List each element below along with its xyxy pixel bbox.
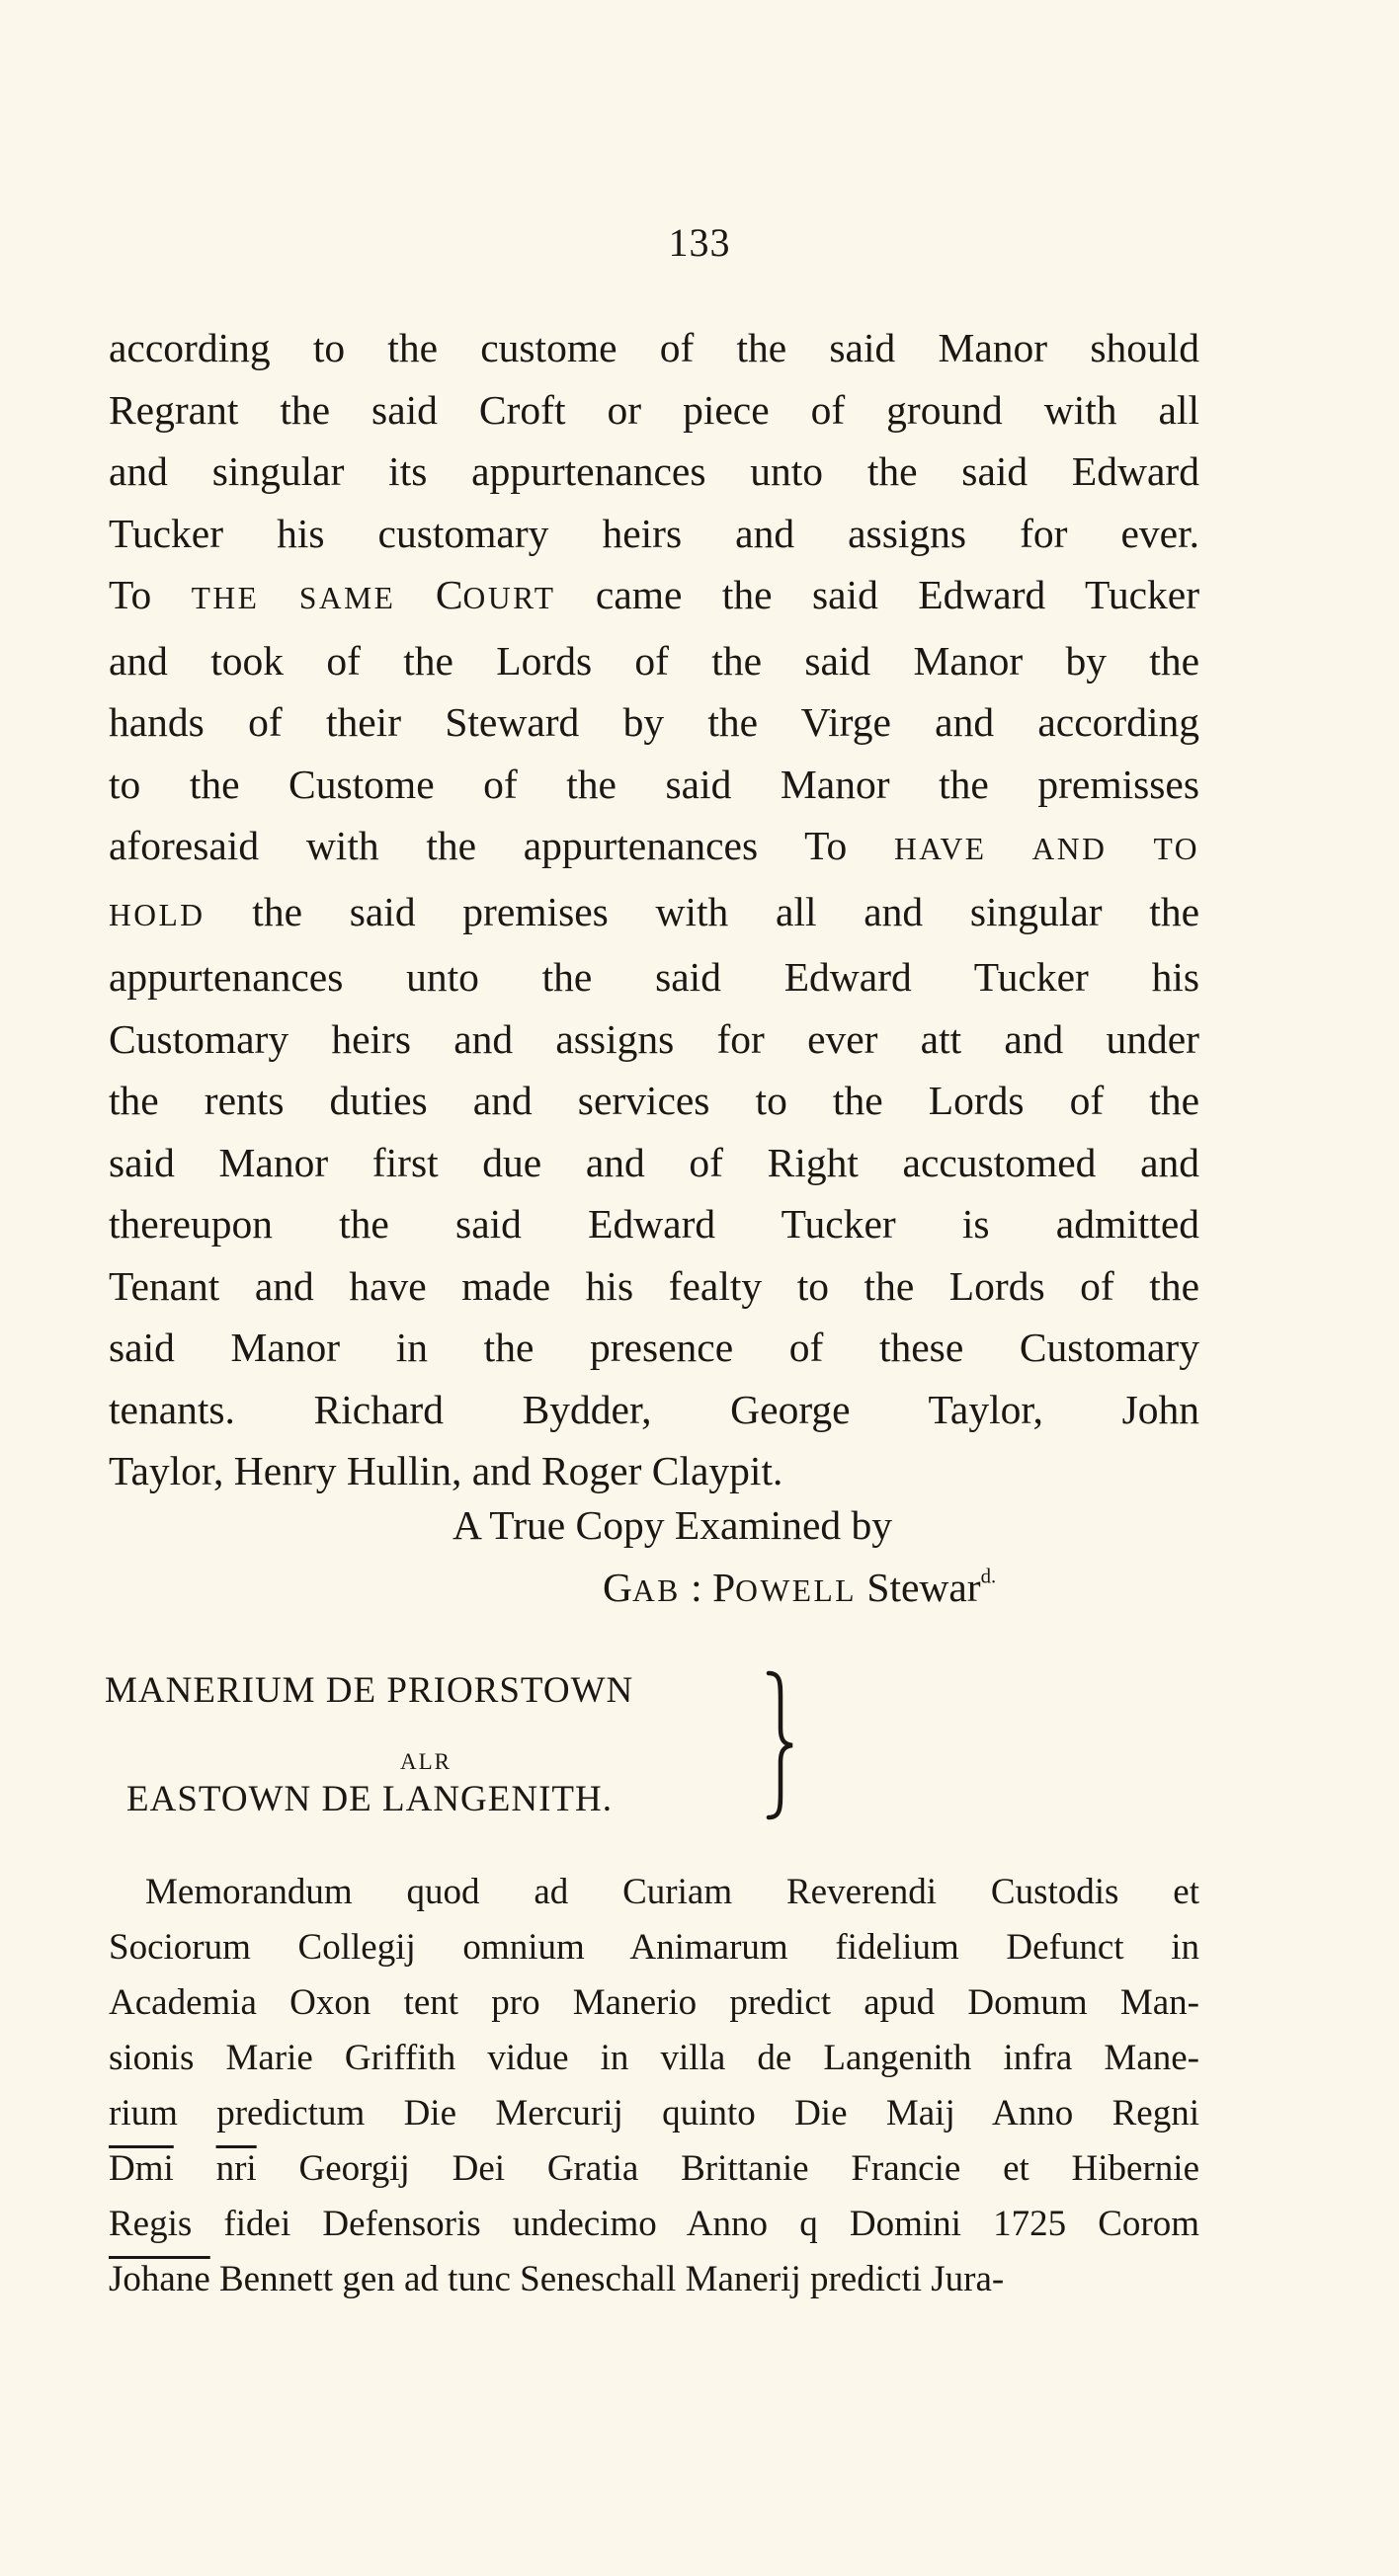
- text-line: and took of the Lords of the said Manor by the: [109, 637, 1199, 684]
- text-line: tenants. Richard Bydder, George Taylor, John: [109, 1386, 1199, 1432]
- page-number: 133: [668, 220, 731, 265]
- manor-heading-line1: MANERIUM DE PRIORSTOWN: [105, 1670, 634, 1711]
- latin-line: $\overline{Dmi}$ $\overline{nri}$ Georgij Dei Gratia Brittanie Francie et Hibernie: [109, 2148, 1200, 2189]
- text-line: the rents duties and services to the Lords of the: [109, 1078, 1199, 1123]
- text-line: to the Custome of the said Manor the premisses: [109, 761, 1199, 807]
- text-line: aforesaid with the appurtenances To HAVE AND TO: [109, 823, 1199, 868]
- text-line: appurtenances unto the said Edward Tucker his: [109, 954, 1199, 1000]
- manor-heading-line2: EASTOWN DE LANGENITH.: [126, 1779, 613, 1819]
- latin-line: Regis fidei Defensoris undecimo Anno q Domini 1725 Corom: [109, 2204, 1199, 2244]
- text-line: according to the custome of the said Manor should: [109, 325, 1199, 370]
- manor-heading-alias: ALR: [400, 1749, 452, 1774]
- text-line: hands of their Steward by the Virge and according: [109, 699, 1199, 745]
- main-text-block: [109, 317, 1199, 1502]
- text-line: Tenant and have made his fealty to the Lords of the: [109, 1262, 1199, 1309]
- latin-line: sionis Marie Griffith vidue in villa de Langenith infra Mane-: [109, 2038, 1199, 2078]
- text-line: said Manor in the presence of these Customary: [109, 1325, 1199, 1370]
- latin-line: Johane Bennett gen ad tunc Seneschall Manerij predicti Jura-: [109, 2259, 1005, 2299]
- text-line: Regrant the said Croft or piece of ground with all: [109, 386, 1199, 433]
- text-line: Tucker his customary heirs and assigns for ever.: [109, 510, 1199, 556]
- attestation-line: A True Copy Examined by: [453, 1502, 892, 1548]
- text-line: thereupon the said Edward Tucker is admitted: [109, 1201, 1199, 1247]
- text-line: Taylor, Henry Hullin, and Roger Claypit.: [109, 1448, 783, 1493]
- latin-line: Sociorum Collegij omnium Animarum fidelium Defunct in: [109, 1927, 1199, 1968]
- latin-line: Academia Oxon tent pro Manerio predict apud Domum Man-: [109, 1982, 1199, 2023]
- text-line: said Manor first due and of Right accustomed and: [109, 1139, 1199, 1185]
- text-line: and singular its appurtenances unto the said Edward: [109, 448, 1199, 494]
- steward-signature: GAB : POWELL Stewar$^{d.}$: [603, 1565, 997, 1610]
- heading-brace: [761, 1669, 800, 1821]
- latin-line: rium predictum Die Mercurij quinto Die Maij Anno Regni: [109, 2093, 1199, 2133]
- text-line: To THE SAME COURT came the said Edward Tucker: [109, 572, 1200, 617]
- latin-memorandum: [109, 1865, 1199, 2307]
- latin-line: Memorandum quod ad Curiam Reverendi Custodis et: [109, 1872, 1199, 1912]
- text-line: Customary heirs and assigns for ever att and under: [109, 1015, 1199, 1062]
- text-line: HOLD the said premises with all and singular the: [109, 888, 1199, 934]
